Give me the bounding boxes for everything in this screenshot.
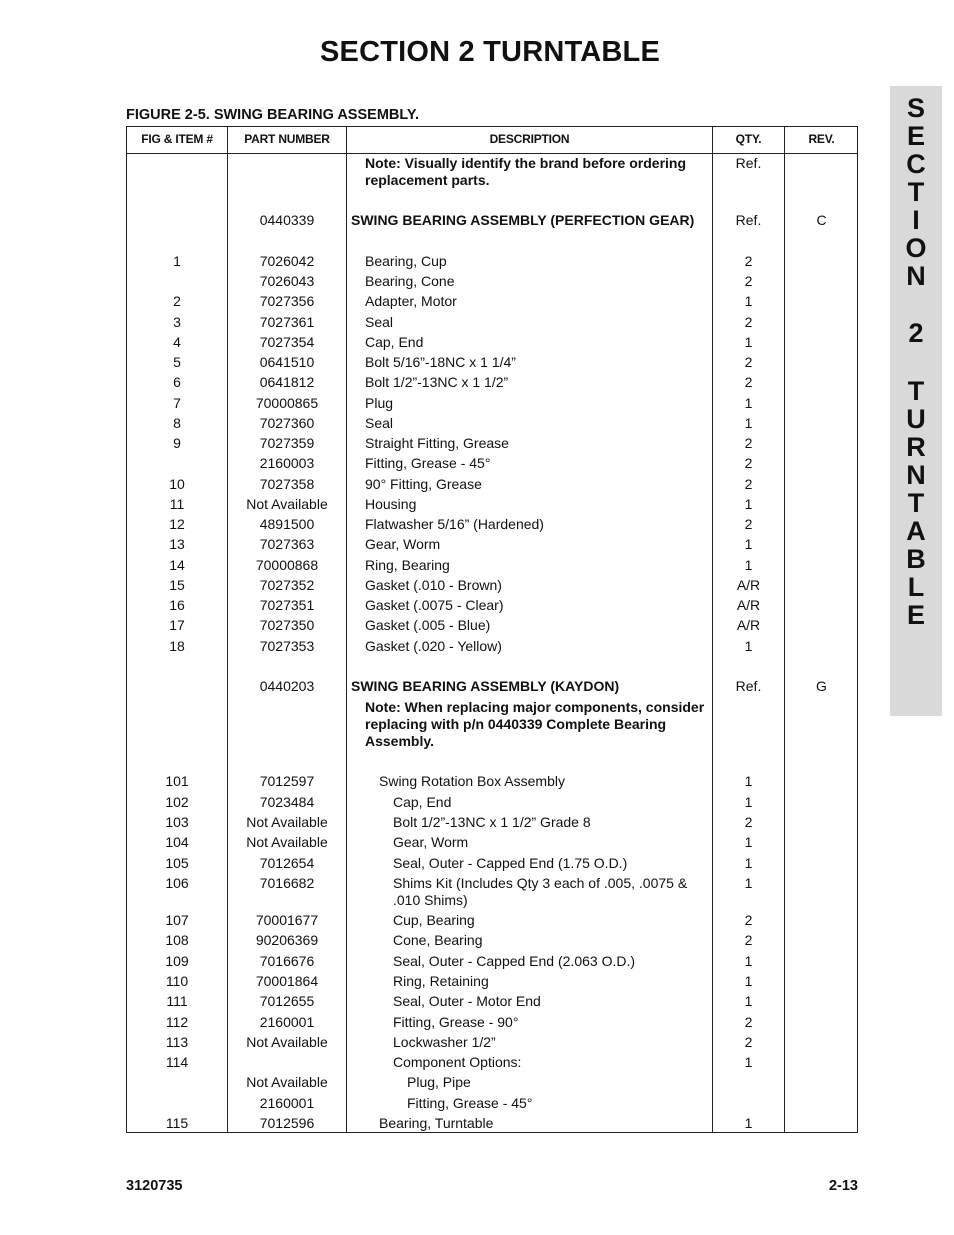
part-number-cell: 7027356 bbox=[259, 293, 315, 309]
qty-cell: A/R bbox=[736, 617, 761, 633]
fig-cell: 9 bbox=[173, 435, 181, 451]
description-cell: Bolt 1/2”-13NC x 1 1/2” bbox=[365, 374, 509, 390]
description-cell: Shims Kit (Includes Qty 3 each of .005, .0075 & .010 Shims) bbox=[393, 875, 688, 908]
fig-cell: 104 bbox=[165, 834, 189, 850]
side-tab-letter: 2 bbox=[908, 318, 924, 348]
description-cell: SWING BEARING ASSEMBLY (KAYDON) bbox=[351, 678, 620, 694]
qty-cell: 2 bbox=[744, 932, 753, 948]
part-number-cell: 4891500 bbox=[259, 516, 315, 532]
qty-cell: 2 bbox=[744, 1034, 753, 1050]
fig-cell: 18 bbox=[169, 638, 185, 654]
part-number-cell: 7027351 bbox=[259, 597, 315, 613]
description-cell: Cap, End bbox=[365, 334, 424, 350]
fig-cell: 8 bbox=[173, 415, 181, 431]
description-cell: Swing Rotation Box Assembly bbox=[379, 773, 565, 789]
qty-cell: 1 bbox=[744, 638, 753, 654]
fig-cell: 11 bbox=[169, 496, 185, 512]
qty-cell: Ref. bbox=[735, 678, 762, 694]
fig-cell: 115 bbox=[165, 1115, 189, 1131]
qty-cell: 1 bbox=[744, 557, 753, 573]
column-divider bbox=[784, 127, 785, 1132]
part-number-cell: 7027350 bbox=[259, 617, 315, 633]
part-number-cell: 90206369 bbox=[255, 932, 319, 948]
header-divider bbox=[127, 153, 857, 154]
part-number-cell: 0641510 bbox=[259, 354, 315, 370]
fig-cell: 16 bbox=[169, 597, 185, 613]
qty-cell: 2 bbox=[744, 435, 753, 451]
description-cell: Cap, End bbox=[393, 794, 452, 810]
description-cell: Note: When replacing major components, consider replacing with p/n 0440339 Complete Bearing Assembly. bbox=[365, 699, 705, 749]
side-tab-letter: T bbox=[907, 488, 925, 518]
fig-cell: 4 bbox=[173, 334, 181, 350]
qty-cell: 1 bbox=[744, 536, 753, 552]
side-tab-letter: T bbox=[907, 177, 925, 207]
qty-cell: 2 bbox=[744, 814, 753, 830]
fig-cell: 5 bbox=[173, 354, 181, 370]
header-description: DESCRIPTION bbox=[489, 132, 570, 146]
fig-cell: 3 bbox=[173, 314, 181, 330]
part-number-cell: 7027353 bbox=[259, 638, 315, 654]
description-cell: Cup, Bearing bbox=[393, 912, 475, 928]
part-number-cell: Not Available bbox=[246, 496, 328, 512]
part-number-cell: 7016682 bbox=[259, 875, 315, 891]
qty-cell: 2 bbox=[744, 273, 753, 289]
side-tab-letter: B bbox=[906, 544, 926, 574]
fig-cell: 111 bbox=[166, 993, 188, 1009]
fig-cell: 107 bbox=[165, 912, 189, 928]
header-part-number: PART NUMBER bbox=[244, 132, 330, 146]
side-tab-letter: S bbox=[906, 93, 925, 123]
description-cell: Cone, Bearing bbox=[393, 932, 483, 948]
fig-cell: 6 bbox=[173, 374, 181, 390]
fig-cell: 13 bbox=[169, 536, 185, 552]
part-number-cell: Not Available bbox=[246, 814, 328, 830]
description-cell: Gear, Worm bbox=[365, 536, 441, 552]
part-number-cell: 2160001 bbox=[259, 1014, 315, 1030]
description-cell: Flatwasher 5/16” (Hardened) bbox=[365, 516, 544, 532]
side-tab-letter: N bbox=[906, 261, 926, 291]
part-number-cell: 7012655 bbox=[259, 993, 315, 1009]
qty-cell: 2 bbox=[744, 455, 753, 471]
fig-cell: 110 bbox=[165, 973, 189, 989]
qty-cell: 2 bbox=[744, 314, 753, 330]
part-number-cell: Not Available bbox=[246, 1034, 328, 1050]
part-number-cell: 7027363 bbox=[259, 536, 315, 552]
qty-cell: 2 bbox=[744, 912, 753, 928]
description-cell: Gasket (.010 - Brown) bbox=[365, 577, 502, 593]
part-number-cell: Not Available bbox=[246, 1074, 328, 1090]
description-cell: Bolt 1/2”-13NC x 1 1/2” Grade 8 bbox=[393, 814, 591, 830]
description-cell: Seal bbox=[365, 314, 394, 330]
side-tab-letter: E bbox=[906, 121, 925, 151]
figure-title: FIGURE 2-5. SWING BEARING ASSEMBLY. bbox=[126, 107, 419, 123]
qty-cell: Ref. bbox=[735, 212, 762, 228]
section-side-tab bbox=[890, 86, 942, 716]
part-number-cell: 0440203 bbox=[259, 678, 315, 694]
rev-cell: G bbox=[816, 678, 827, 694]
description-cell: Gasket (.020 - Yellow) bbox=[365, 638, 502, 654]
qty-cell: 1 bbox=[744, 834, 753, 850]
qty-cell: 1 bbox=[744, 773, 753, 789]
fig-cell: 108 bbox=[165, 932, 189, 948]
fig-cell: 17 bbox=[169, 617, 185, 633]
fig-cell: 101 bbox=[165, 773, 189, 789]
part-number-cell: 7012597 bbox=[259, 773, 315, 789]
fig-cell: 105 bbox=[165, 855, 189, 871]
side-tab-letter: O bbox=[905, 233, 927, 263]
description-cell: Fitting, Grease - 45° bbox=[407, 1095, 533, 1111]
part-number-cell: 7027358 bbox=[259, 476, 315, 492]
description-cell: Fitting, Grease - 45° bbox=[365, 455, 491, 471]
qty-cell: 1 bbox=[744, 1054, 753, 1070]
qty-cell: 1 bbox=[744, 953, 753, 969]
description-cell: Seal, Outer - Capped End (2.063 O.D.) bbox=[393, 953, 636, 969]
description-cell: Bearing, Turntable bbox=[379, 1115, 494, 1131]
side-tab-letter: N bbox=[906, 460, 926, 490]
part-number-cell: 7027360 bbox=[259, 415, 315, 431]
fig-cell: 2 bbox=[173, 293, 181, 309]
fig-cell: 14 bbox=[169, 557, 185, 573]
part-number-cell: 7026042 bbox=[259, 253, 315, 269]
document-number: 3120735 bbox=[126, 1178, 183, 1194]
description-cell: Gasket (.0075 - Clear) bbox=[365, 597, 504, 613]
part-number-cell: 7027354 bbox=[259, 334, 315, 350]
description-cell: Plug bbox=[365, 395, 394, 411]
fig-cell: 109 bbox=[165, 953, 189, 969]
fig-cell: 114 bbox=[165, 1054, 189, 1070]
qty-cell: 1 bbox=[744, 993, 753, 1009]
qty-cell: 1 bbox=[744, 973, 753, 989]
part-number-cell: 7027352 bbox=[259, 577, 315, 593]
fig-cell: 12 bbox=[169, 516, 185, 532]
part-number-cell: 7027361 bbox=[259, 314, 315, 330]
fig-cell: 112 bbox=[165, 1014, 189, 1030]
parts-table bbox=[126, 126, 858, 1133]
part-number-cell: 7026043 bbox=[259, 273, 315, 289]
rev-cell: C bbox=[816, 212, 827, 228]
qty-cell: 2 bbox=[744, 354, 753, 370]
qty-cell: 1 bbox=[744, 496, 753, 512]
side-tab-letter: I bbox=[912, 205, 920, 235]
description-cell: Seal, Outer - Motor End bbox=[393, 993, 541, 1009]
part-number-cell: 0440339 bbox=[259, 212, 315, 228]
description-cell: Lockwasher 1/2” bbox=[393, 1034, 496, 1050]
header-qty: QTY. bbox=[735, 132, 762, 146]
description-cell: Seal bbox=[365, 415, 394, 431]
fig-cell: 7 bbox=[173, 395, 181, 411]
part-number-cell: 7023484 bbox=[259, 794, 315, 810]
qty-cell: 1 bbox=[744, 875, 753, 891]
section-title: SECTION 2 TURNTABLE bbox=[320, 36, 660, 68]
description-cell: Plug, Pipe bbox=[407, 1074, 471, 1090]
qty-cell: Ref. bbox=[735, 155, 762, 171]
part-number-cell: 2160001 bbox=[259, 1095, 315, 1111]
qty-cell: 2 bbox=[744, 516, 753, 532]
side-tab-letter: U bbox=[906, 404, 926, 434]
description-cell: Bearing, Cup bbox=[365, 253, 447, 269]
description-cell: Fitting, Grease - 90° bbox=[393, 1014, 519, 1030]
qty-cell: 1 bbox=[744, 334, 753, 350]
qty-cell: 1 bbox=[744, 415, 753, 431]
fig-cell: 1 bbox=[173, 253, 181, 269]
side-tab-letter: L bbox=[907, 572, 925, 602]
qty-cell: 2 bbox=[744, 253, 753, 269]
page-number: 2-13 bbox=[828, 1178, 858, 1194]
description-cell: Bolt 5/16”-18NC x 1 1/4” bbox=[365, 354, 516, 370]
description-cell: Seal, Outer - Capped End (1.75 O.D.) bbox=[393, 855, 628, 871]
description-cell: SWING BEARING ASSEMBLY (PERFECTION GEAR) bbox=[351, 212, 695, 228]
description-cell: Straight Fitting, Grease bbox=[365, 435, 509, 451]
part-number-cell: 7012654 bbox=[259, 855, 315, 871]
description-cell: Note: Visually identify the brand before ordering replacement parts. bbox=[365, 155, 687, 188]
part-number-cell: 7016676 bbox=[259, 953, 315, 969]
column-divider bbox=[346, 127, 347, 1132]
part-number-cell: Not Available bbox=[246, 834, 328, 850]
fig-cell: 113 bbox=[165, 1034, 189, 1050]
side-tab-letter: E bbox=[906, 600, 925, 630]
fig-cell: 106 bbox=[165, 875, 189, 891]
part-number-cell: 70000868 bbox=[255, 557, 319, 573]
qty-cell: 1 bbox=[744, 1115, 753, 1131]
header-rev: REV. bbox=[808, 132, 835, 146]
fig-cell: 15 bbox=[169, 577, 185, 593]
description-cell: Gasket (.005 - Blue) bbox=[365, 617, 491, 633]
fig-cell: 10 bbox=[169, 476, 185, 492]
description-cell: Gear, Worm bbox=[393, 834, 469, 850]
side-tab-letter: T bbox=[907, 376, 925, 406]
qty-cell: 2 bbox=[744, 476, 753, 492]
qty-cell: 1 bbox=[744, 395, 753, 411]
fig-cell: 103 bbox=[165, 814, 189, 830]
part-number-cell: 70001677 bbox=[255, 912, 319, 928]
qty-cell: 1 bbox=[744, 855, 753, 871]
part-number-cell: 70000865 bbox=[255, 395, 319, 411]
fig-cell: 102 bbox=[165, 794, 189, 810]
side-tab-letter: A bbox=[906, 516, 926, 546]
part-number-cell: 7012596 bbox=[259, 1115, 315, 1131]
qty-cell: 2 bbox=[744, 374, 753, 390]
part-number-cell: 0641812 bbox=[259, 374, 315, 390]
description-cell: Bearing, Cone bbox=[365, 273, 455, 289]
part-number-cell: 7027359 bbox=[259, 435, 315, 451]
qty-cell: A/R bbox=[736, 577, 761, 593]
qty-cell: 1 bbox=[744, 794, 753, 810]
description-cell: Ring, Retaining bbox=[393, 973, 489, 989]
qty-cell: 1 bbox=[744, 293, 753, 309]
description-cell: Housing bbox=[365, 496, 417, 512]
side-tab-letter: C bbox=[906, 149, 926, 179]
qty-cell: A/R bbox=[736, 597, 761, 613]
part-number-cell: 70001864 bbox=[255, 973, 319, 989]
description-cell: Ring, Bearing bbox=[365, 557, 450, 573]
header-fig: FIG & ITEM # bbox=[141, 132, 213, 146]
part-number-cell: 2160003 bbox=[259, 455, 315, 471]
description-cell: Component Options: bbox=[393, 1054, 522, 1070]
description-cell: Adapter, Motor bbox=[365, 293, 457, 309]
qty-cell: 2 bbox=[744, 1014, 753, 1030]
side-tab-letter: R bbox=[906, 432, 926, 462]
description-cell: 90° Fitting, Grease bbox=[365, 476, 482, 492]
